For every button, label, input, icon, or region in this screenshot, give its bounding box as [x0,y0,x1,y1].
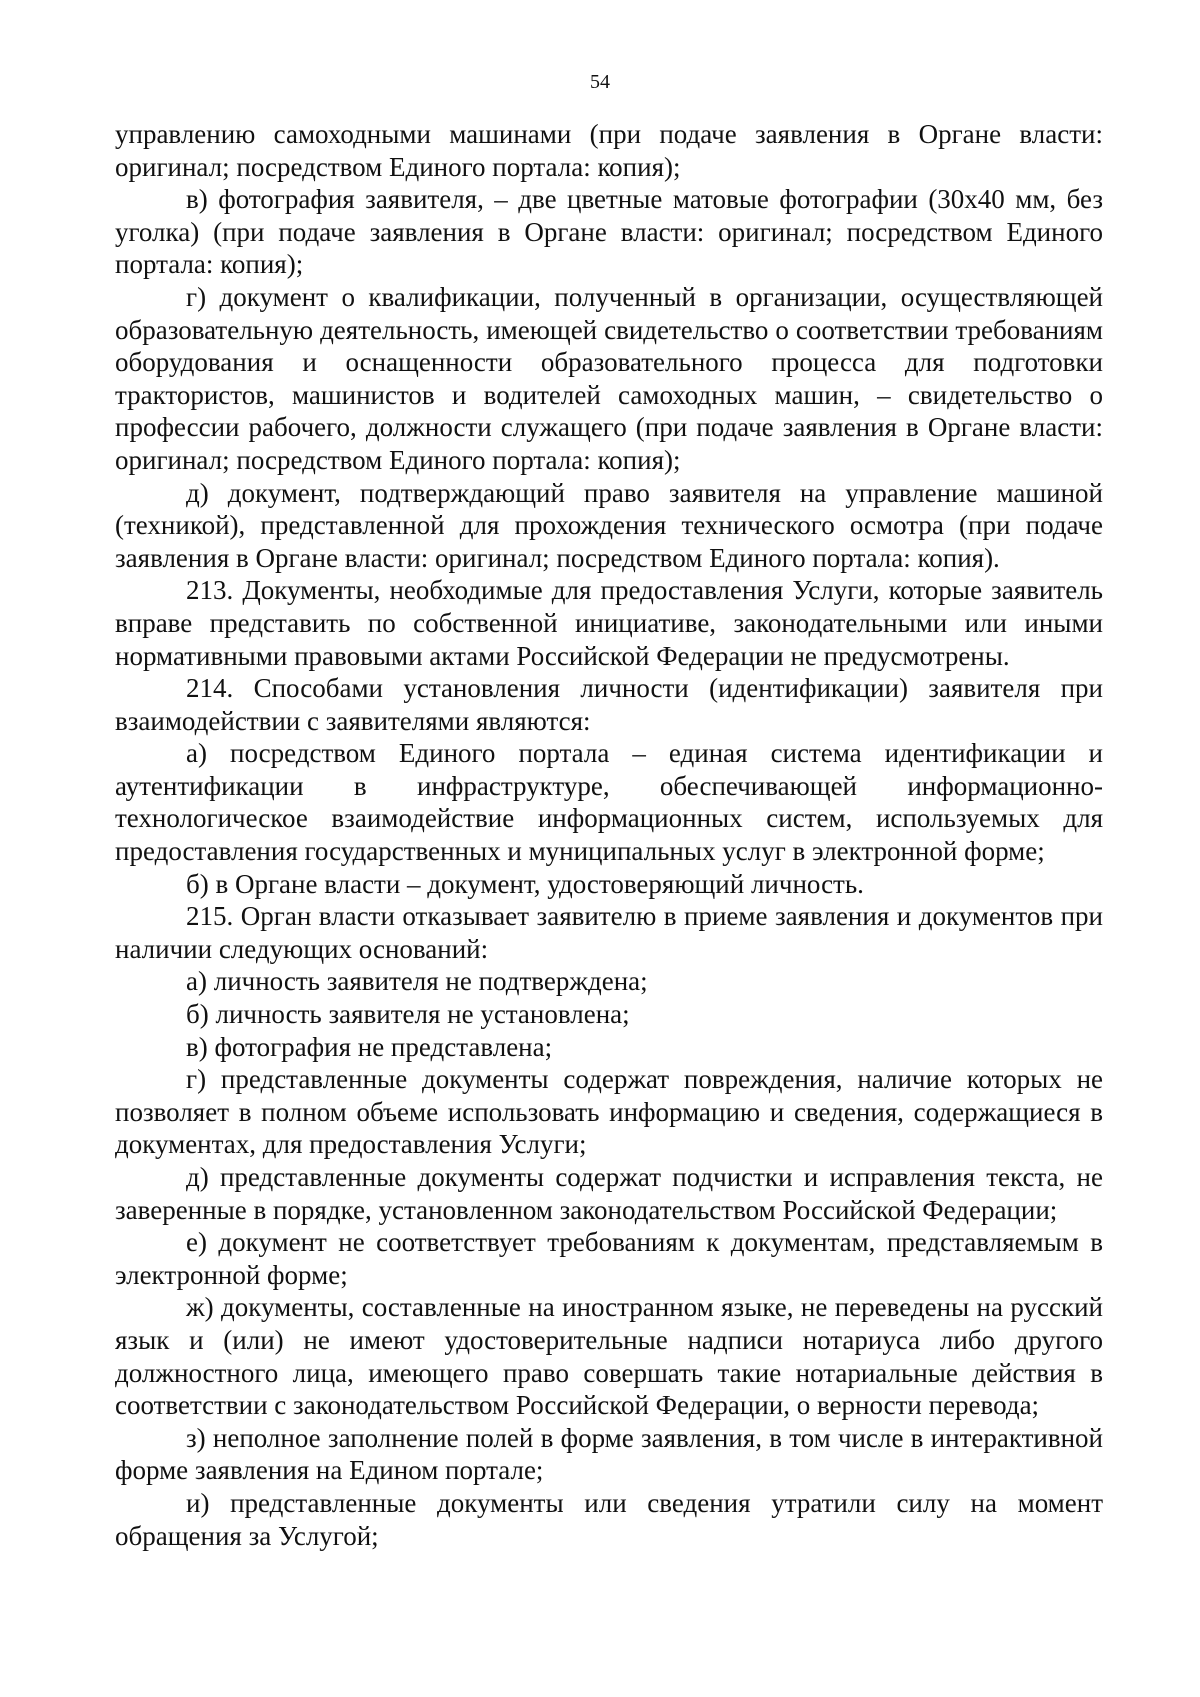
paragraph: г) документ о квалификации, полученный в организации, осуществляющей образовательную деятельность, имеющей свидетельство о соответствии требованиям оборудования и оснащенности образовательного процесса для подготовки трактористов, машинистов и водителей самоходных машин, – свидетельство о профессии рабочего, должности служащего (при подаче заявления в Органе власти: оригинал; посредством Единого портала: копия); [115,281,1103,475]
page-number: 54 [590,71,610,93]
paragraph: д) представленные документы содержат подчистки и исправления текста, не заверенные в порядке, установленном законодательством Российской Федерации; [115,1162,1103,1225]
paragraph: з) неполное заполнение полей в форме заявления, в том числе в интерактивной форме заявления на Едином портале; [115,1422,1103,1486]
paragraph: управлению самоходными машинами (при подаче заявления в Органе власти: оригинал; посредством Единого портала: копия); [115,119,1103,182]
paragraph: а) личность заявителя не подтверждена; [186,966,648,997]
paragraph: ж) документы, составленные на иностранном языке, не переведены на русский язык и (или) не имеют удостоверительные надписи нотариуса либо другого должностного лица, имеющего право совершать такие нотариальные действия в соответствии с законодательством Российской Федерации, о верности перевода; [115,1292,1103,1421]
paragraph: а) посредством Единого портала – единая система идентификации и аутентификации в инфраструктуре, обеспечивающей информационно-технологическое взаимодействие информационных систем, используемых для предоставления государственных и муниципальных услуг в электронной форме; [115,738,1103,867]
paragraph: е) документ не соответствует требованиям к документам, представляемым в электронной форме; [115,1227,1103,1290]
document-body [115,118,1103,1552]
paragraph: б) в Органе власти – документ, удостоверяющий личность. [186,868,864,899]
paragraph: 215. Орган власти отказывает заявителю в приеме заявления и документов при наличии следующих оснований: [115,901,1103,964]
paragraph: 214. Способами установления личности (идентификации) заявителя при взаимодействии с заявителями являются: [115,673,1103,736]
paragraph: г) представленные документы содержат повреждения, наличие которых не позволяет в полном объеме использовать информацию и сведения, содержащиеся в документах, для предоставления Услуги; [115,1064,1103,1160]
paragraph: д) документ, подтверждающий право заявителя на управление машиной (техникой), представленной для прохождения технического осмотра (при подаче заявления в Органе власти: оригинал; посредством Единого портала: копия). [115,477,1103,573]
paragraph: б) личность заявителя не установлена; [186,999,630,1030]
paragraph: в) фотография не представлена; [186,1031,553,1062]
paragraph: и) представленные документы или сведения утратили силу на момент обращения за Услугой; [115,1487,1103,1551]
paragraph: в) фотография заявителя, – две цветные матовые фотографии (30x40 мм, без уголка) (при подаче заявления в Органе власти: оригинал; посредством Единого портала: копия); [115,184,1103,280]
paragraph: 213. Документы, необходимые для предоставления Услуги, которые заявитель вправе представить по собственной инициативе, законодательными или иными нормативными правовыми актами Российской Федерации не предусмотрены. [115,575,1103,671]
